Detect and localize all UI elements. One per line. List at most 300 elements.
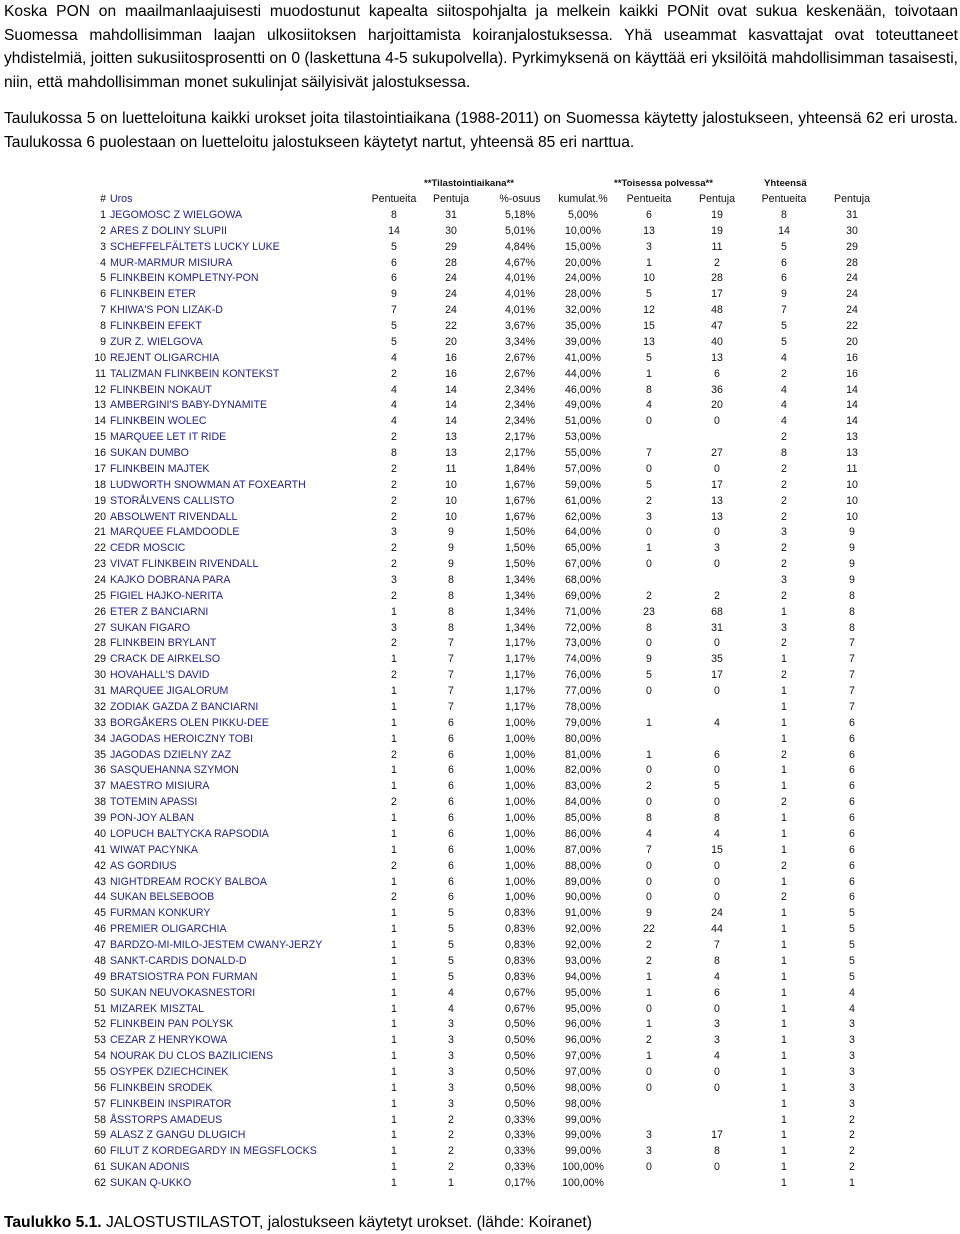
row-number: 59 <box>94 1129 106 1141</box>
table-cell: 8 <box>714 955 720 967</box>
table-cell: 0 <box>714 1003 720 1015</box>
row-number: 14 <box>94 415 106 427</box>
table-cell: 97,00% <box>565 1066 601 1078</box>
table-cell: 5 <box>448 923 454 935</box>
table-cell: 0,83% <box>504 939 536 951</box>
table-cell: 8 <box>849 606 855 618</box>
table-cell: 1 <box>391 876 397 888</box>
table-cell: 1 <box>781 606 787 618</box>
dog-name: VIVAT FLINKBEIN RIVENDALL <box>110 558 259 570</box>
table-cell: 4 <box>781 399 787 411</box>
table-cell: 71,00% <box>565 606 601 618</box>
table-cell: 17 <box>711 288 723 300</box>
table-cell: 53,00% <box>565 431 601 443</box>
row-number: 52 <box>94 1018 106 1030</box>
table-cell: 91,00% <box>565 907 601 919</box>
dog-name: KAJKO DOBRANA PARA <box>110 574 231 586</box>
table-cell: 3 <box>448 1018 454 1030</box>
table-cell: 8 <box>781 209 787 221</box>
row-number: 1 <box>100 209 106 221</box>
table-cell: 13 <box>445 447 457 459</box>
dog-name: TOTEMIN APASSI <box>110 796 198 808</box>
table-cell: 24 <box>445 272 457 284</box>
table-cell: 2,17% <box>504 447 536 459</box>
table-cell: 1 <box>646 257 652 269</box>
table-cell: 74,00% <box>565 653 601 665</box>
table-cell: 49,00% <box>565 399 601 411</box>
table-cell: 1,34% <box>504 574 536 586</box>
table-cell: 1 <box>781 1050 787 1062</box>
row-number: 21 <box>94 526 106 538</box>
table-cell: 6 <box>849 860 855 872</box>
table-cell: 1 <box>781 1129 787 1141</box>
dog-name: KHIWA'S PON LIZAK-D <box>110 304 223 316</box>
row-number: 11 <box>95 368 106 380</box>
table-cell: 2 <box>849 1145 855 1157</box>
table-cell: 13 <box>711 495 723 507</box>
table-cell: 2 <box>391 637 397 649</box>
table-cell: 0 <box>646 891 652 903</box>
table-cell: 3,67% <box>504 320 536 332</box>
caption-text: JALOSTUSTILASTOT, jalostukseen käytetyt urokset. (lähde: Koiranet) <box>101 1214 592 1231</box>
table-cell: 28 <box>846 257 858 269</box>
table-cell: 5 <box>448 907 454 919</box>
table-cell: 11 <box>445 463 457 475</box>
dog-name: BARDZO-MI-MILO-JESTEM CWANY-JERZY <box>110 939 323 951</box>
table-cell: 93,00% <box>565 955 601 967</box>
row-number: 36 <box>94 764 106 776</box>
table-cell: 9 <box>781 288 787 300</box>
table-cell: 1 <box>646 368 652 380</box>
table-cell: 1 <box>781 987 787 999</box>
table-cell: 4 <box>781 352 787 364</box>
table-cell: 9 <box>448 542 454 554</box>
column-header: %-osuus <box>499 193 541 205</box>
table-cell: 62,00% <box>565 511 601 523</box>
row-number: 35 <box>94 749 106 761</box>
table-cell: 1,00% <box>504 749 536 761</box>
table-cell: 1 <box>391 764 397 776</box>
table-cell: 3 <box>714 1034 720 1046</box>
table-cell: 10 <box>846 479 858 491</box>
row-number: 16 <box>94 447 106 459</box>
intro-paragraph-2: Taulukossa 5 on luetteloituna kaikki urokset joita tilastointiaikana (1988-2011) on Suomessa käytetty jalostukseen, yhteensä 62 eri urosta. Taulukossa 6 puolestaan on luetteloitu jalostukseen käytetyt nartut, yhteensä 85 eri narttua. <box>4 110 958 151</box>
table-cell: 5 <box>391 336 397 348</box>
table-cell: 9 <box>646 653 652 665</box>
table-cell: 9 <box>646 907 652 919</box>
table-cell: 3 <box>646 1145 652 1157</box>
table-cell: 7 <box>849 685 855 697</box>
table-cell: 3 <box>781 526 787 538</box>
table-cell: 2 <box>781 511 787 523</box>
dog-name: WIWAT PACYNKA <box>110 844 198 856</box>
table-cell: 0,83% <box>504 971 536 983</box>
table-cell: 7 <box>849 669 855 681</box>
table-cell: 5 <box>714 780 720 792</box>
dog-name: REJENT OLIGARCHIA <box>110 352 220 364</box>
row-number: 6 <box>100 288 106 300</box>
table-cell: 8 <box>448 606 454 618</box>
group-header: **Tilastointiaikana** <box>424 178 514 189</box>
table-cell: 2 <box>781 749 787 761</box>
row-number: 18 <box>94 479 106 491</box>
table-cell: 0,50% <box>504 1034 536 1046</box>
table-cell: 0 <box>714 637 720 649</box>
row-number: 13 <box>94 399 106 411</box>
table-cell: 0 <box>646 764 652 776</box>
table-cell: 99,00% <box>565 1129 601 1141</box>
table-cell: 14 <box>445 384 457 396</box>
table-cell: 10 <box>445 511 457 523</box>
table-cell: 8 <box>849 590 855 602</box>
dog-name: FLINKBEIN MAJTEK <box>110 463 210 475</box>
table-cell: 59,00% <box>565 479 601 491</box>
row-number: 57 <box>94 1098 106 1110</box>
row-number: 40 <box>94 828 106 840</box>
table-cell: 4 <box>646 828 652 840</box>
table-cell: 1 <box>781 685 787 697</box>
table-cell: 6 <box>714 368 720 380</box>
table-cell: 2 <box>781 637 787 649</box>
table-cell: 2 <box>781 479 787 491</box>
row-number: 45 <box>94 907 106 919</box>
table-cell: 4 <box>391 415 397 427</box>
table-cell: 10 <box>846 495 858 507</box>
table-cell: 0,67% <box>504 1003 536 1015</box>
table-cell: 1 <box>391 653 397 665</box>
table-cell: 9 <box>849 558 855 570</box>
table-cell: 0 <box>646 558 652 570</box>
row-number: 31 <box>94 685 106 697</box>
table-cell: 51,00% <box>565 415 601 427</box>
table-cell: 1 <box>646 971 652 983</box>
table-cell: 10 <box>643 272 655 284</box>
table-cell: 6 <box>849 876 855 888</box>
column-header: Pentuja <box>699 193 735 205</box>
dog-name: PREMIER OLIGARCHIA <box>110 923 227 935</box>
table-cell: 6 <box>849 749 855 761</box>
table-cell: 95,00% <box>565 987 601 999</box>
table-cell: 1 <box>781 955 787 967</box>
table-cell: 39,00% <box>565 336 601 348</box>
table-cell: 3 <box>448 1098 454 1110</box>
table-cell: 24 <box>445 288 457 300</box>
table-cell: 7 <box>448 685 454 697</box>
table-cell: 24,00% <box>565 272 601 284</box>
table-cell: 1 <box>391 1003 397 1015</box>
table-cell: 1 <box>391 1114 397 1126</box>
row-number: 43 <box>94 876 106 888</box>
table-cell: 5 <box>781 241 787 253</box>
table-cell: 1,00% <box>504 844 536 856</box>
table-cell: 2 <box>781 669 787 681</box>
dog-name: FLINKBEIN WOLEC <box>110 415 207 427</box>
table-cell: 11 <box>711 241 723 253</box>
row-number: 7 <box>100 304 106 316</box>
table-cell: 3 <box>781 574 787 586</box>
intro-paragraph-1: Koska PON on maailmanlaajuisesti muodostunut kapealta siitospohjalta ja melkein kaikki PONit ovat sukua keskenään, toivotaan Suomessa mahdollisimman laajan ulkosiitoksen harjoittamista koiranjalostuksessa. Yhä useammat kasvattajat ovat toteuttaneet yhdistelmiä, joitten sukusiitosprosentti on 0 (laskettuna 4-5 sukupolvella). Pyrkimyksenä on käyttää eri yksilöitä mahdollisimman tasaisesti, niin, että mahdollisimman monet sukulinjat säilyisivät jalostuksessa. <box>4 3 958 91</box>
table-cell: 13 <box>445 431 457 443</box>
table-cell: 2 <box>448 1161 454 1173</box>
table-cell: 80,00% <box>565 733 601 745</box>
table-cell: 1,00% <box>504 717 536 729</box>
table-cell: 94,00% <box>565 971 601 983</box>
table-cell: 2,34% <box>504 384 536 396</box>
table-cell: 4 <box>849 987 855 999</box>
table-cell: 1 <box>781 733 787 745</box>
table-cell: 3 <box>849 1082 855 1094</box>
table-cell: 17 <box>711 1129 723 1141</box>
table-cell: 8 <box>849 622 855 634</box>
dog-name: ABSOLWENT RIVENDALL <box>110 511 238 523</box>
column-header: Pentuja <box>834 193 870 205</box>
table-cell: 1 <box>391 987 397 999</box>
column-header: Pentueita <box>371 193 417 205</box>
table-cell: 10,00% <box>565 225 601 237</box>
table-cell: 1 <box>781 701 787 713</box>
table-cell: 2 <box>646 939 652 951</box>
table-cell: 0 <box>714 764 720 776</box>
row-number: 2 <box>100 225 106 237</box>
table-cell: 1 <box>391 828 397 840</box>
table-cell: 1 <box>646 717 652 729</box>
dog-name: BORGÅKERS OLEN PIKKU-DEE <box>110 717 269 729</box>
table-cell: 0 <box>714 685 720 697</box>
table-cell: 7 <box>448 653 454 665</box>
table-cell: 1,00% <box>504 764 536 776</box>
table-cell: 2,67% <box>504 352 536 364</box>
table-cell: 5 <box>448 971 454 983</box>
column-header: Pentueita <box>626 193 672 205</box>
row-number: 17 <box>94 463 106 475</box>
table-cell: 7 <box>781 304 787 316</box>
table-cell: 1 <box>849 1177 855 1189</box>
table-cell: 2 <box>714 590 720 602</box>
table-cell: 98,00% <box>565 1082 601 1094</box>
table-cell: 3 <box>391 526 397 538</box>
table-cell: 4 <box>714 971 720 983</box>
table-cell: 82,00% <box>565 764 601 776</box>
table-cell: 2 <box>781 463 787 475</box>
table-cell: 7 <box>849 701 855 713</box>
table-cell: 6 <box>646 209 652 221</box>
row-number: 61 <box>94 1161 106 1173</box>
table-cell: 1 <box>781 1145 787 1157</box>
table-cell: 7 <box>448 701 454 713</box>
table-cell: 3 <box>849 1098 855 1110</box>
table-cell: 1,00% <box>504 780 536 792</box>
table-cell: 3 <box>448 1034 454 1046</box>
group-header: **Toisessa polvessa** <box>614 178 714 189</box>
table-cell: 6 <box>714 987 720 999</box>
table-cell: 1 <box>391 780 397 792</box>
table-cell: 13 <box>846 431 858 443</box>
table-cell: 2 <box>646 955 652 967</box>
table-cell: 0 <box>646 1003 652 1015</box>
table-cell: 0 <box>646 415 652 427</box>
table-cell: 6 <box>849 812 855 824</box>
dog-name: SASQUEHANNA SZYMON <box>110 764 239 776</box>
table-cell: 1 <box>781 907 787 919</box>
table-cell: 95,00% <box>565 1003 601 1015</box>
table-cell: 99,00% <box>565 1145 601 1157</box>
table-cell: 7 <box>646 447 652 459</box>
table-cell: 4,01% <box>504 272 536 284</box>
table-cell: 1 <box>781 1161 787 1173</box>
table-cell: 6 <box>849 764 855 776</box>
table-cell: 0,50% <box>504 1018 536 1030</box>
table-cell: 14 <box>846 399 858 411</box>
table-cell: 96,00% <box>565 1034 601 1046</box>
table-cell: 24 <box>711 907 723 919</box>
table-cell: 13 <box>643 336 655 348</box>
table-cell: 4 <box>781 415 787 427</box>
table-cell: 5 <box>646 479 652 491</box>
table-cell: 77,00% <box>565 685 601 697</box>
table-cell: 14 <box>846 384 858 396</box>
table-cell: 10 <box>445 479 457 491</box>
row-number: 10 <box>94 352 106 364</box>
table-cell: 5 <box>849 923 855 935</box>
table-cell: 2 <box>781 590 787 602</box>
table-cell: 2 <box>781 860 787 872</box>
table-cell: 0 <box>714 796 720 808</box>
table-cell: 3 <box>646 1129 652 1141</box>
row-number: 47 <box>94 939 106 951</box>
dog-name: MARQUEE LET IT RIDE <box>110 431 227 443</box>
row-number: 8 <box>100 320 106 332</box>
dog-name: FLINKBEIN INSPIRATOR <box>110 1098 232 1110</box>
table-cell: 16 <box>846 352 858 364</box>
table-cell: 8 <box>448 574 454 586</box>
dog-name: JAGODAS HEROICZNY TOBI <box>110 733 254 745</box>
table-cell: 3 <box>714 542 720 554</box>
row-number: 28 <box>94 637 106 649</box>
table-cell: 1,00% <box>504 876 536 888</box>
table-cell: 2 <box>781 431 787 443</box>
dog-name: SUKAN BELSEBOOB <box>110 891 215 903</box>
caption-label: Taulukko 5.1. <box>4 1214 102 1231</box>
table-cell: 3 <box>849 1018 855 1030</box>
table-cell: 20 <box>846 336 858 348</box>
table-cell: 1 <box>448 1177 454 1189</box>
table-cell: 89,00% <box>565 876 601 888</box>
dog-name: JEGOMOSC Z WIELGOWA <box>110 209 243 221</box>
table-cell: 1 <box>391 1098 397 1110</box>
table-cell: 6 <box>391 272 397 284</box>
table-cell: 9 <box>391 288 397 300</box>
stud-dog-table <box>84 173 880 1193</box>
table-cell: 64,00% <box>565 526 601 538</box>
table-cell: 1,67% <box>504 479 536 491</box>
dog-name: CEZAR Z HENRYKOWA <box>110 1034 228 1046</box>
dog-name: FIGIEL HAJKO-NERITA <box>110 590 224 602</box>
table-cell: 1 <box>781 1003 787 1015</box>
table-cell: 4 <box>714 1050 720 1062</box>
row-number: 60 <box>94 1145 106 1157</box>
table-cell: 13 <box>711 511 723 523</box>
table-cell: 1 <box>781 876 787 888</box>
table-cell: 1 <box>391 1082 397 1094</box>
table-cell: 1 <box>391 907 397 919</box>
table-cell: 0 <box>714 1161 720 1173</box>
table-cell: 8 <box>391 209 397 221</box>
table-cell: 1 <box>391 1018 397 1030</box>
row-number: 41 <box>94 844 106 856</box>
table-cell: 16 <box>846 368 858 380</box>
table-cell: 6 <box>448 828 454 840</box>
table-cell: 0 <box>714 415 720 427</box>
table-cell: 100,00% <box>562 1161 604 1173</box>
table-cell: 1 <box>781 1098 787 1110</box>
dog-name: MUR-MARMUR MISIURA <box>110 257 233 269</box>
table-cell: 8 <box>646 622 652 634</box>
row-number: 4 <box>100 257 106 269</box>
table-cell: 0 <box>714 876 720 888</box>
table-cell: 35 <box>711 653 723 665</box>
table-cell: 8 <box>646 812 652 824</box>
dog-name: HOVAHALL'S DAVID <box>110 669 210 681</box>
table-cell: 6 <box>391 257 397 269</box>
table-cell: 2 <box>448 1114 454 1126</box>
row-number: 58 <box>94 1114 106 1126</box>
table-cell: 6 <box>448 844 454 856</box>
table-cell: 8 <box>391 447 397 459</box>
table-cell: 0,83% <box>504 907 536 919</box>
table-cell: 85,00% <box>565 812 601 824</box>
dog-name: OSYPEK DZIECHCINEK <box>110 1066 229 1078</box>
table-cell: 1 <box>391 685 397 697</box>
table-cell: 2 <box>391 463 397 475</box>
dog-name: SUKAN Q-UKKO <box>110 1177 192 1189</box>
table-cell: 1 <box>781 780 787 792</box>
table-cell: 0,50% <box>504 1066 536 1078</box>
table-cell: 3 <box>849 1050 855 1062</box>
table-cell: 31 <box>711 622 723 634</box>
table-cell: 3 <box>646 241 652 253</box>
dog-name: FLINKBEIN KOMPLETNY-PON <box>110 272 259 284</box>
table-cell: 6 <box>448 780 454 792</box>
table-cell: 6 <box>849 796 855 808</box>
dog-name: ETER Z BANCIARNI <box>110 606 209 618</box>
table-cell: 0 <box>714 463 720 475</box>
table-cell: 4 <box>714 828 720 840</box>
table-cell: 0 <box>646 526 652 538</box>
row-number: 44 <box>94 891 106 903</box>
dog-name: LOPUCH BALTYCKA RAPSODIA <box>110 828 269 840</box>
table-cell: 6 <box>448 764 454 776</box>
table-cell: 4 <box>781 384 787 396</box>
table-cell: 1,17% <box>504 653 536 665</box>
table-cell: 4 <box>646 399 652 411</box>
table-cell: 2 <box>448 1145 454 1157</box>
column-header: Uros <box>110 193 133 205</box>
row-number: 33 <box>94 717 106 729</box>
table-cell: 4,67% <box>504 257 536 269</box>
table-cell: 10 <box>846 511 858 523</box>
table-cell: 5 <box>448 939 454 951</box>
table-cell: 0 <box>714 558 720 570</box>
table-cell: 41,00% <box>565 352 601 364</box>
table-cell: 6 <box>849 891 855 903</box>
table-cell: 48 <box>711 304 723 316</box>
table-cell: 1,67% <box>504 511 536 523</box>
row-number: 23 <box>94 558 106 570</box>
row-number: 27 <box>94 622 106 634</box>
table-cell: 0 <box>646 685 652 697</box>
table-cell: 4,01% <box>504 304 536 316</box>
table-cell: 1,17% <box>504 637 536 649</box>
